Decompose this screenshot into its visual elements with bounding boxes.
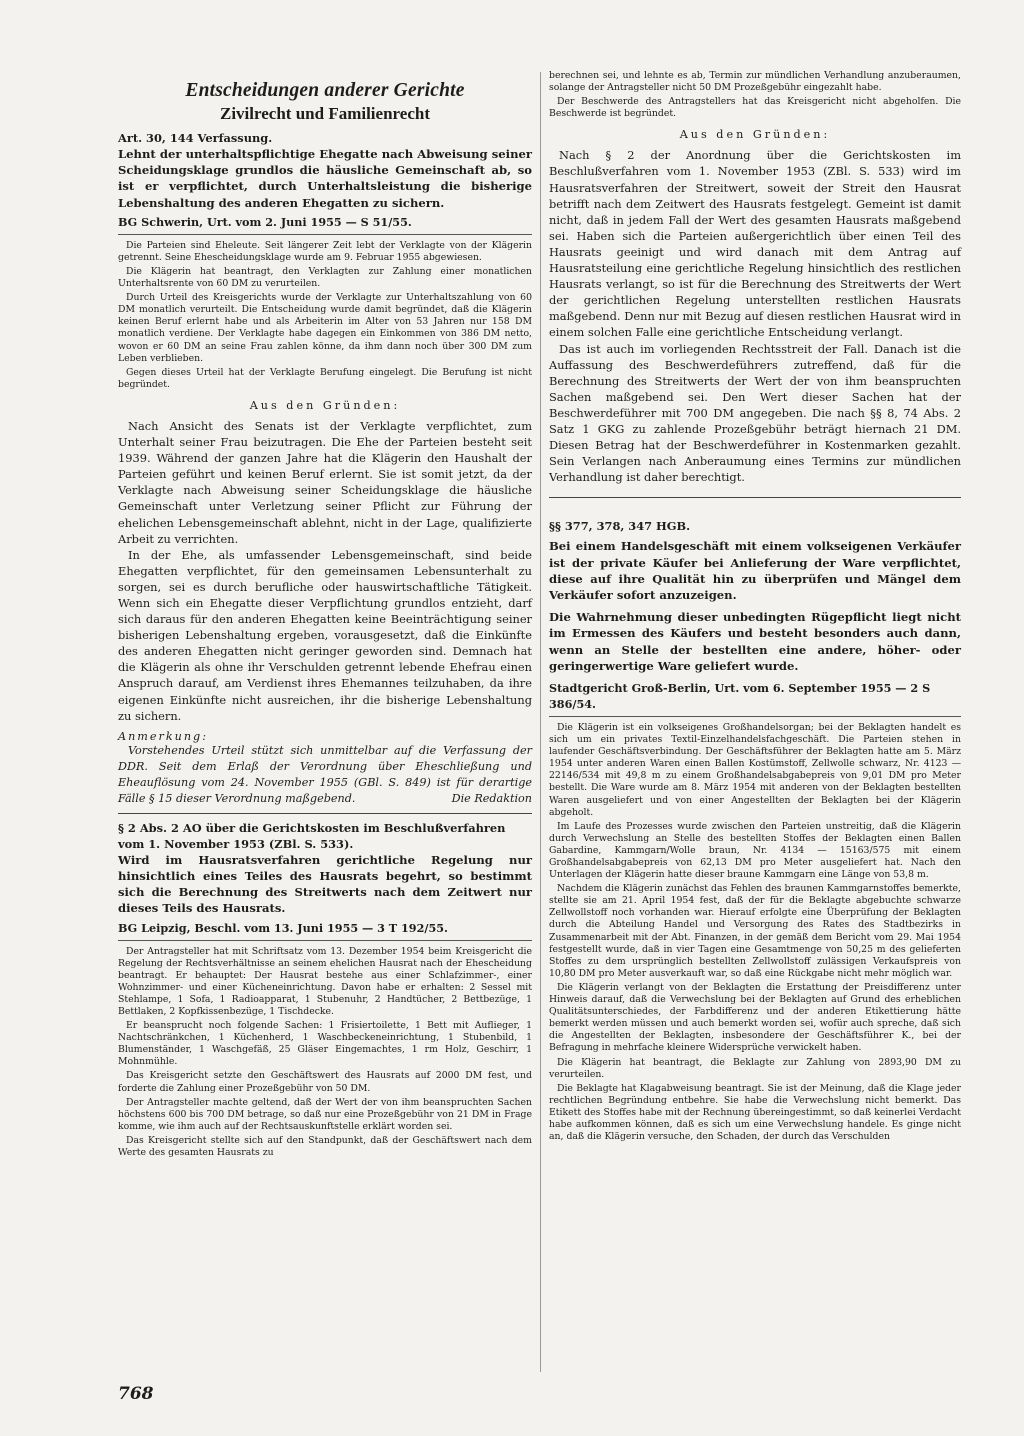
case2-fact-continued: Der Beschwerde des Antragstellers hat das Kreisgericht nicht abgeholfen. Die Beschwerde ist begründet. <box>549 96 961 120</box>
case1-rule <box>118 234 532 235</box>
case2-fact: Er beansprucht noch folgende Sachen: 1 Frisiertoilette, 1 Bett mit Auflieger, 1 Nachtschränkchen, 1 Küchenherd, 1 Waschbeckeneinrichtung, 1 Stubenbild, 1 Blumenständer, 1 Waschgefäß, 25 Gläser Eingemachtes, 1 rm Holz, Geschirr, 1 Mohnmühle. <box>118 1020 532 1068</box>
case3-court: Stadtgericht Groß-Berlin, Urt. vom 6. September 1955 — 2 S 386/54. <box>549 680 931 711</box>
case3-headnote-1: Bei einem Handelsgeschäft mit einem volkseigenen Verkäufer ist der private Käufer bei Anlieferung der Ware verpflichtet, diese auf ihre Qualität hin zu überprüfen und Mängel dem Verkäufer sofort anzuzeigen. <box>549 539 961 602</box>
case3-fact: Nachdem die Klägerin zunächst das Fehlen des braunen Kammgarnstoffes bemerkte, stellte sie am 21. April 1954 fest, daß der für die Beklagte abgebuchte schwarze Zellwollstoff noch vorhanden war. Hierauf erfolgte eine Überprüfung der Beklagten durch die Abteilung Handel und Versorgung des Rates des Stadtbezirks in Zusammenarbeit mit der Abt. Finanzen, in der gemäß dem Bericht vom 29. Mai 1954 festgestellt wurde, daß in vier Tagen eine Gesamtmenge von 50,25 m des gelieferten Stoffes zu dem ursprünglich bestellten Zellwollstoff zulässigen Verkaufspreis von 10,80 DM pro Meter ausverkauft war, so daß eine Rückgabe nicht mehr möglich war. <box>549 883 961 979</box>
case2-court: BG Leipzig, Beschl. vom 13. Juni 1955 — 3 T 192/55. <box>118 920 448 935</box>
case1-reason: Nach Ansicht des Senats ist der Verklagte verpflichtet, zum Unterhalt seiner Frau beizutragen. Die Ehe der Parteien besteht seit 1939. Während der ganzen Jahre hat die Klägerin den Haushalt der Parteien geführt und keinen Beruf erlernt. Sie ist somit jetzt, da der Verklagte nach Abweisung seiner Scheidungsklage die häusliche Gemeinschaft unter Verletzung seiner Pflicht zur Führung der ehelichen Lebensgemeinschaft ablehnt, nicht in der Lage, qualifizierte Arbeit zu verrichten. <box>118 418 532 546</box>
section-subtitle: Zivilrecht und Familienrecht <box>220 104 430 123</box>
case3-fact: Die Klägerin verlangt von der Beklagten die Erstattung der Preisdifferenz unter Hinweis darauf, daß die Verwechslung bei der Beklagten auf Grund des erheblichen Qualitätsunterschiedes, der Farbdifferenz und der anderen Etikettierung hätte bemerkt werden müssen und auch bemerkt worden sei, wofür auch spreche, daß sich die Angestellten der Beklagten, insbesondere der Geschäftsführer K., bei der Befragung in mehrfache kleinere Widersprüche verwickelt haben. <box>549 981 961 1054</box>
case2-fact-continued: berechnen sei, und lehnte es ab, Termin zur mündlichen Verhandlung anzuberaumen, solange der Antragsteller nicht 50 DM Prozeßgebühr eingezahlt habe. <box>549 70 961 94</box>
case3-headnote-2: Die Wahrnehmung dieser unbedingten Rügepflicht liegt nicht im Ermessen des Käufers und besteht besonders auch dann, wenn an Stelle der bestellten eine andere, höher- oder geringerwertige Ware geliefert wurde. <box>549 610 961 673</box>
case2-fact: Der Antragsteller machte geltend, daß der Wert der von ihm beanspruchten Sachen höchstens 600 bis 700 DM betrage, so daß nur eine Prozeßgebühr von 21 DM in Frage komme, wie ihm auch auf der Rechtsauskunftstelle erklärt worden sei. <box>118 1096 532 1132</box>
case1-anmerkung-heading: Anmerkung: <box>118 729 208 743</box>
column-divider <box>540 72 541 1372</box>
case1-fact: Durch Urteil des Kreisgerichts wurde der Verklagte zur Unterhaltszahlung von 60 DM monatlich verurteilt. Die Entscheidung wurde damit begründet, daß die Klägerin keinen Beruf erlernt habe und als Arbeiterin im Alter von 53 Jahren nur 158 DM monatlich verdiene. Der Verklagte habe dagegen ein Einkommen von 386 DM netto, wovon er 60 DM an seine Frau zahlen könne, da ihm dann noch über 300 DM zum Leben verblieben. <box>118 292 532 364</box>
case2-reason: Nach § 2 der Anordnung über die Gerichtskosten im Beschlußverfahren vom 1. November 1953 (ZBl. S. 533) wird im Hausratsverfahren der Streitwert, soweit der Streit den Hausrat betrifft nach dem Zeitwert des Hausrats festgelegt. Gemeint ist damit nicht, daß in jedem Fall der Wert des gesamten Hausrats maßgebend sei. Haben sich die Parteien außergerichtlich über einen Teil des Hausrats geeinigt und wird danach mit dem Antrag auf Hausratsteilung eine gerichtliche Regelung hinsichtlich des restlichen Hausrats verlangt, so ist für die Berechnung des Streitwerts der Wert der gerichtlichen Regelung unterstellten restlichen Hausrats maßgebend. Denn nur mit Bezug auf diesen restlichen Hausrat wird in einem solchen Falle eine gerichtliche Entscheidung verlangt. <box>549 148 961 340</box>
case2-reason: Das ist auch im vorliegenden Rechtsstreit der Fall. Danach ist die Auffassung des Beschwerdeführers zutreffend, daß für die Berechnung des Streitwerts der Wert der von ihm beanspruchten Sachen maßgebend sei. Den Wert dieser Sachen hat der Beschwerdeführer mit 700 DM angegeben. Die nach §§ 8, 74 Abs. 2 Satz 1 GKG zu zahlende Prozeßgebühr beträgt hiernach 21 DM. Diesen Betrag hat der Beschwerdeführer in Kostenmarken gezahlt. Sein Verlangen nach Anberaumung eines Termins zur mündlichen Verhandlung ist daher berechtigt. <box>549 341 961 485</box>
case3-fact: Die Beklagte hat Klagabweisung beantragt. Sie ist der Meinung, daß die Klage jeder rechtlichen Begründung entbehre. Sie habe die Verwechslung nicht bemerkt. Das Etikett des Stoffes habe mit der Rechnung übereingestimmt, so daß keinerlei Verdacht habe aufkommen können, daß es sich um eine Verwechslung handele. Es ginge nicht an, daß die Klägerin versuche, den Schaden, der durch das Verschulden <box>549 1082 961 1143</box>
right-column <box>549 70 961 1145</box>
case-separator <box>549 497 961 498</box>
case2-fact: Der Antragsteller hat mit Schriftsatz vom 13. Dezember 1954 beim Kreisgericht die Regelung der Rechtsverhältnisse an seinem ehelichen Hausrat nach der Ehescheidung beantragt. Er behauptet: Der Hausrat bestehe aus einer Schlafzimmer-, einer Wohnzimmer- und einer Kücheneinrichtung. Davon habe er erhalten: 2 Sessel mit Stehlampe, 1 Sofa, 1 Radioapparat, 1 Stubenuhr, 2 Handtücher, 2 Bettbezüge, 1 Bettlaken, 2 Kopfkissenbezüge, 1 Tischdecke. <box>118 945 532 1017</box>
case1-gruende-heading: Aus den Gründen: <box>249 398 401 412</box>
case3-fact: Im Laufe des Prozesses wurde zwischen den Parteien unstreitig, daß die Klägerin durch Verwechslung an Stelle des bestellten Stoffes der Beklagten einen Ballen Gabardine, Kammgarn/Wolle braun, Nr. 4134 — 15163/575 mit einem Großhandelsabgabepreis von 62,13 DM pro Meter ausgeliefert hat. Nach den Unterlagen der Klägerin hatte dieser braune Kammgarn eine Länge von 53,8 m. <box>549 820 961 881</box>
case3-reference: §§ 377, 378, 347 HGB. <box>549 519 691 534</box>
case1-headnote: Lehnt der unterhaltspflichtige Ehegatte nach Abweisung seiner Scheidungsklage grundlos die häusliche Gemeinschaft ab, so ist er verpflichtet, durch Unterhaltsleistung die bisherige Lebenshaltung des anderen Ehegatten zu sichern. <box>118 147 532 210</box>
case1-reference: Art. 30, 144 Verfassung. <box>118 131 273 145</box>
case2-headnote: Wird im Hausratsverfahren gerichtliche Regelung nur hinsichtlich eines Teiles des Hausrats begehrt, so bestimmt sich die Berechnung des Streitwerts nach dem Zeitwert nur dieses Teils des Hausrats. <box>118 852 532 916</box>
case2-reference: § 2 Abs. 2 AO über die Gerichtskosten im Beschlußverfahren vom 1. November 1953 (ZBl. S. 533). <box>118 820 506 851</box>
case1-reason: In der Ehe, als umfassender Lebensgemeinschaft, sind beide Ehegatten verpflichtet, für den gemeinsamen Lebensunterhalt zu sorgen, sei es durch berufliche oder hauswirtschaftliche Tätigkeit. Wenn sich ein Ehegatte dieser Verpflichtung grundlos entzieht, darf sich daraus für den anderen Ehegatten keine Beeinträchtigung seiner bisherigen Lebenshaltung ergeben, vorausgesetzt, daß die Einkünfte des anderen Ehegatten nicht geringer geworden sind. Demnach hat die Klägerin als ohne ihr Verschulden getrennt lebende Ehefrau einen Anspruch darauf, am Verdienst ihres Ehemannes teilzuhaben, da ihre eigenen Einkünfte nicht ausreichen, ihr die bisherige Lebenshaltung zu sichern. <box>118 547 532 723</box>
anmerkung-signature: Die Redaktion <box>451 791 532 805</box>
case3-rule <box>549 716 961 717</box>
case1-fact: Die Parteien sind Eheleute. Seit längerer Zeit lebt der Verklagte von der Klägerin getrennt. Seine Ehescheidungsklage wurde am 9. Februar 1955 abgewiesen. <box>118 239 532 263</box>
section-title: Entscheidungen anderer Gerichte <box>185 80 465 101</box>
case1-anmerkung-text: Vorstehendes Urteil stützt sich unmittelbar auf die Verfassung der DDR. Seit dem Erlaß der Verordnung über Eheschließung und Eheauflösung vom 24. November 1955 (GBl. S. 849) ist für derartige Fälle § 15 dieser Verordnung maßgebend. Die Redaktion <box>118 743 532 805</box>
case1-fact: Die Klägerin hat beantragt, den Verklagten zur Zahlung einer monatlichen Unterhaltsrente von 60 DM zu verurteilen. <box>118 266 532 290</box>
case2-rule <box>118 940 532 941</box>
case3-fact: Die Klägerin ist ein volkseigenes Großhandelsorgan; bei der Beklagten handelt es sich um ein privates Textil-Einzelhandelsfachgeschäft. Die Parteien stehen in laufender Geschäftsverbindung. Der Geschäftsführer der Beklagten hatte am 5. März 1954 unter anderen Waren einen Ballen Kostümstoff, Zellwolle schwarz, Nr. 4123 — 22146/534 mit 49,8 m zu einem Großhandelsabgabepreis von 9,01 DM pro Meter bestellt. Die Ware wurde am 8. März 1954 mit anderen von der Beklagten bestellten Waren ausgeliefert und von einer Angestellten der Beklagten bei der Klägerin abgeholt. <box>549 721 961 818</box>
page-number: 768 <box>118 1384 154 1404</box>
case2-fact: Das Kreisgericht stellte sich auf den Standpunkt, daß der Geschäftswert nach dem Werte des gesamten Hausrats zu <box>118 1134 532 1159</box>
case3-fact: Die Klägerin hat beantragt, die Beklagte zur Zahlung von 2893,90 DM zu verurteilen. <box>549 1056 961 1080</box>
case-separator <box>118 813 532 814</box>
case1-fact: Gegen dieses Urteil hat der Verklagte Berufung eingelegt. Die Berufung ist nicht begründet. <box>118 366 532 390</box>
case2-fact: Das Kreisgericht setzte den Geschäftswert des Hausrats auf 2000 DM fest, und forderte die Zahlung einer Prozeßgebühr von 50 DM. <box>118 1070 532 1094</box>
case1-court: BG Schwerin, Urt. vom 2. Juni 1955 — S 51/55. <box>118 214 412 229</box>
case2-gruende-heading: Aus den Gründen: <box>679 128 831 142</box>
left-column <box>118 72 532 1161</box>
